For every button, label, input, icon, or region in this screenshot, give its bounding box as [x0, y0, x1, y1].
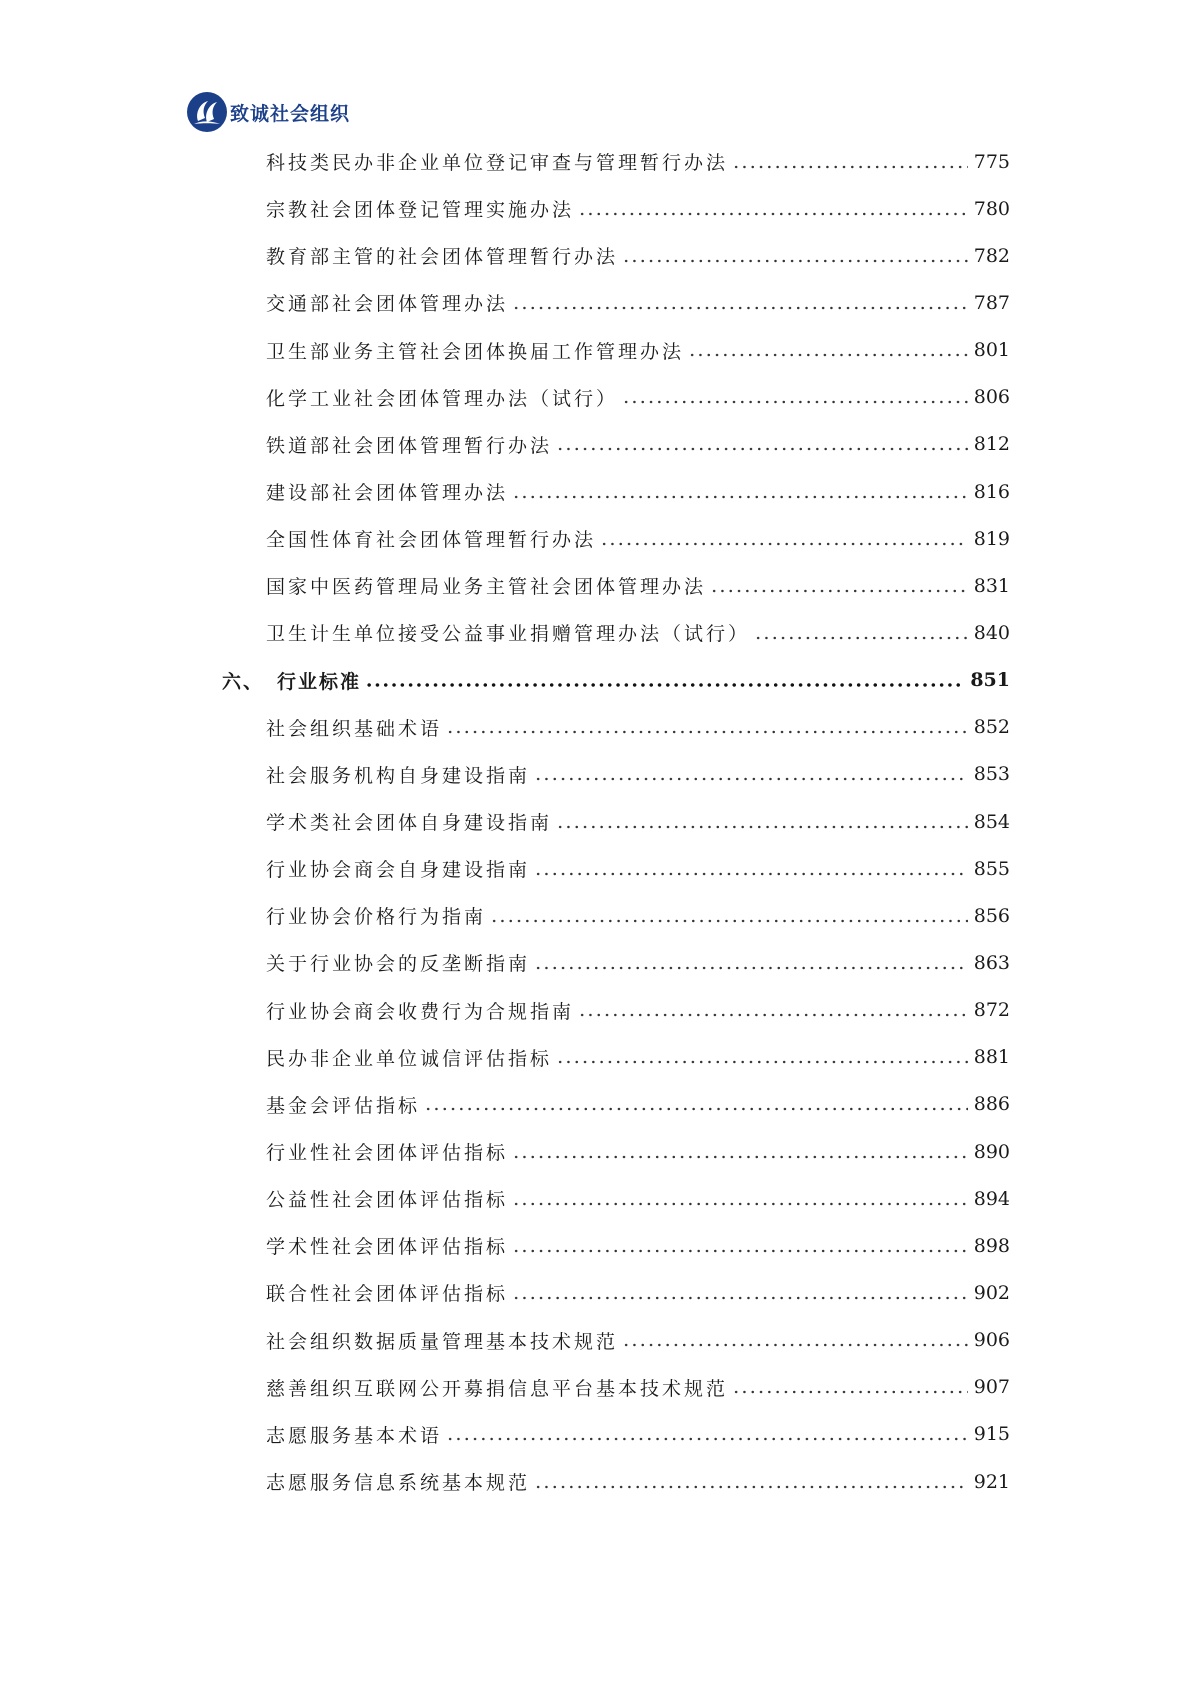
toc-entry[interactable]	[0, 704, 1190, 751]
toc-entry-title: 慈善组织互联网公开募捐信息平台基本技术规范	[266, 1377, 729, 1400]
toc-entry-title: 关于行业协会的反垄断指南	[266, 953, 531, 976]
toc-entry[interactable]	[0, 1458, 1190, 1505]
toc-entry[interactable]	[0, 185, 1190, 232]
toc-section-number: 六、	[222, 670, 265, 693]
toc-section[interactable]	[0, 657, 1190, 704]
toc-page-number: 856	[973, 904, 1010, 927]
toc-entry-title: 基金会评估指标	[266, 1094, 421, 1117]
dot-leader	[512, 1150, 968, 1164]
toc-entry[interactable]	[0, 1081, 1190, 1128]
toc-entry[interactable]	[0, 232, 1190, 279]
brand-name: 致诚社会组织	[230, 102, 351, 125]
toc-entry-title: 交通部社会团体管理办法	[266, 293, 509, 316]
dot-leader	[534, 772, 968, 786]
toc-entry-title: 科技类民办非企业单位登记审查与管理暂行办法	[266, 152, 729, 175]
toc-entry-title: 联合性社会团体评估指标	[266, 1283, 509, 1306]
toc-entry-title: 公益性社会团体评估指标	[266, 1189, 509, 1212]
toc-entry-title: 行业性社会团体评估指标	[266, 1142, 509, 1165]
toc-entry[interactable]	[0, 138, 1190, 185]
toc-entry[interactable]	[0, 1364, 1190, 1411]
dot-leader	[365, 678, 964, 692]
toc-entry[interactable]	[0, 1222, 1190, 1269]
dot-leader	[512, 1291, 968, 1305]
toc-page-number: 872	[973, 999, 1010, 1022]
toc-page-number: 782	[973, 244, 1010, 267]
toc-entry[interactable]	[0, 987, 1190, 1034]
toc-page-number: 886	[973, 1093, 1010, 1116]
toc-entry[interactable]	[0, 609, 1190, 656]
toc-page-number: 816	[973, 480, 1010, 503]
dot-leader	[556, 820, 968, 834]
dot-leader	[732, 1385, 968, 1399]
dot-leader	[622, 254, 968, 268]
dot-leader	[622, 1338, 968, 1352]
dot-leader	[578, 207, 968, 221]
toc-entry-title: 卫生计生单位接受公益事业捐赠管理办法（试行）	[266, 623, 751, 646]
toc-page-number: 780	[973, 197, 1010, 220]
dot-leader	[688, 348, 968, 362]
dot-leader	[534, 1480, 968, 1494]
toc-page-number: 902	[973, 1281, 1010, 1304]
toc-page-number: 855	[973, 857, 1010, 880]
toc-page-number: 906	[973, 1329, 1010, 1352]
dot-leader	[512, 1244, 968, 1258]
toc-page-number: 819	[973, 527, 1010, 550]
table-of-contents	[0, 138, 1190, 1505]
toc-entry[interactable]	[0, 1034, 1190, 1081]
toc-entry-title: 行业协会商会自身建设指南	[266, 859, 531, 882]
toc-entry[interactable]	[0, 421, 1190, 468]
toc-entry[interactable]	[0, 751, 1190, 798]
toc-page-number: 801	[973, 339, 1010, 362]
dot-leader	[512, 490, 968, 504]
toc-entry-title: 全国性体育社会团体管理暂行办法	[266, 529, 597, 552]
toc-entry-title: 卫生部业务主管社会团体换届工作管理办法	[266, 340, 685, 363]
toc-page-number: 863	[973, 951, 1010, 974]
dot-leader	[446, 1432, 968, 1446]
toc-page-number: 812	[973, 433, 1010, 456]
toc-page-number: 898	[973, 1234, 1010, 1257]
toc-page-number: 840	[973, 621, 1010, 644]
dot-leader	[556, 1055, 968, 1069]
toc-entry-title: 宗教社会团体登记管理实施办法	[266, 199, 575, 222]
toc-entry-title: 志愿服务信息系统基本规范	[266, 1472, 531, 1494]
zhicheng-logo-icon	[186, 91, 228, 133]
toc-entry-title: 学术类社会团体自身建设指南	[266, 812, 553, 835]
dot-leader	[556, 442, 968, 456]
toc-entry[interactable]	[0, 327, 1190, 374]
dot-leader	[446, 725, 968, 739]
toc-entry[interactable]	[0, 892, 1190, 939]
toc-page-number: 890	[973, 1140, 1010, 1163]
toc-section-title	[222, 667, 361, 694]
toc-page-number: 806	[973, 386, 1010, 409]
toc-entry[interactable]	[0, 1269, 1190, 1316]
toc-entry[interactable]	[0, 1175, 1190, 1222]
page-header	[186, 90, 350, 134]
dot-leader	[710, 584, 968, 598]
toc-entry[interactable]	[0, 468, 1190, 515]
toc-entry-title: 民办非企业单位诚信评估指标	[266, 1047, 553, 1070]
toc-entry-title: 建设部社会团体管理办法	[266, 482, 509, 505]
toc-section-label: 行业标准	[277, 670, 362, 693]
toc-entry[interactable]	[0, 1411, 1190, 1458]
toc-entry-title: 学术性社会团体评估指标	[266, 1236, 509, 1259]
toc-entry[interactable]	[0, 515, 1190, 562]
dot-leader	[424, 1102, 968, 1116]
dot-leader	[512, 301, 968, 315]
toc-entry-title: 行业协会商会收费行为合规指南	[266, 1000, 575, 1023]
dot-leader	[534, 867, 968, 881]
toc-entry[interactable]	[0, 1128, 1190, 1175]
dot-leader	[622, 395, 968, 409]
toc-page-number: 775	[973, 150, 1010, 173]
dot-leader	[578, 1008, 968, 1022]
toc-entry[interactable]	[0, 798, 1190, 845]
dot-leader	[732, 160, 968, 174]
toc-page-number: 907	[973, 1376, 1010, 1399]
toc-entry-title: 社会服务机构自身建设指南	[266, 764, 531, 787]
toc-entry[interactable]	[0, 1317, 1190, 1364]
toc-page-number: 853	[973, 763, 1010, 786]
toc-page-number: 894	[973, 1187, 1010, 1210]
toc-entry-title: 化学工业社会团体管理办法（试行）	[266, 387, 619, 410]
toc-entry-title: 社会组织基础术语	[266, 717, 443, 740]
dot-leader	[600, 537, 968, 551]
dot-leader	[534, 961, 968, 975]
toc-page-number: 831	[973, 574, 1010, 597]
toc-entry-title: 志愿服务基本术语	[266, 1424, 443, 1447]
toc-entry[interactable]	[0, 374, 1190, 421]
toc-entry-title: 国家中医药管理局业务主管社会团体管理办法	[266, 576, 707, 599]
toc-entry[interactable]	[0, 845, 1190, 892]
toc-entry[interactable]	[0, 562, 1190, 609]
toc-entry-title: 教育部主管的社会团体管理暂行办法	[266, 246, 619, 269]
dot-leader	[490, 914, 968, 928]
toc-page-number: 881	[973, 1046, 1010, 1069]
dot-leader	[754, 631, 968, 645]
toc-entry-title: 社会组织数据质量管理基本技术规范	[266, 1330, 619, 1353]
toc-page-number: 915	[973, 1423, 1010, 1446]
dot-leader	[512, 1197, 968, 1211]
toc-entry-title: 行业协会价格行为指南	[266, 906, 487, 929]
toc-page-number: 854	[973, 810, 1010, 833]
toc-page-number: 787	[973, 291, 1010, 314]
toc-page-number: 851	[970, 669, 1010, 692]
toc-entry[interactable]	[0, 939, 1190, 986]
toc-page-number: 852	[973, 716, 1010, 739]
toc-entry-title: 铁道部社会团体管理暂行办法	[266, 434, 553, 457]
toc-page-number: 921	[973, 1470, 1010, 1493]
toc-entry[interactable]	[0, 279, 1190, 326]
